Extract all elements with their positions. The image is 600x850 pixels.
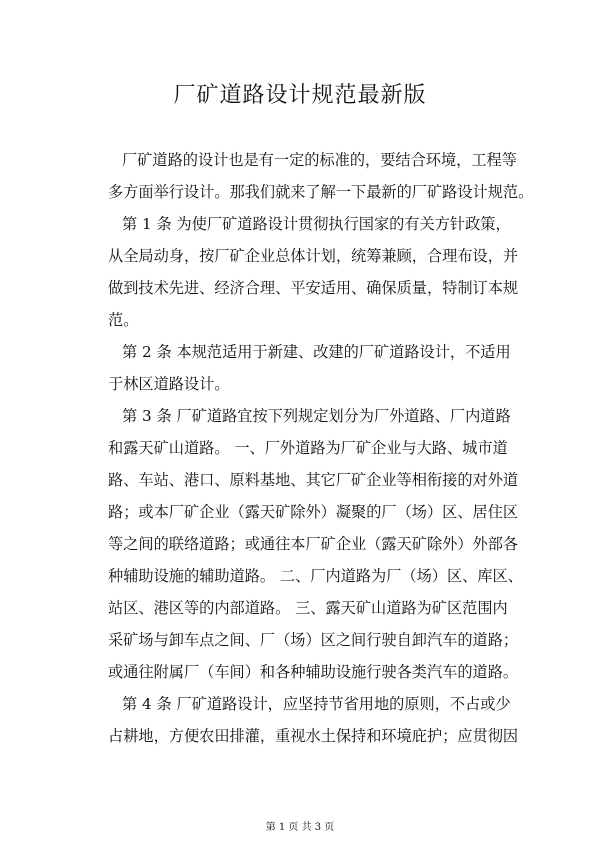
paragraph-line: 种辅助设施的辅助道路。 二、厂内道路为厂（场）区、库区、 <box>108 567 523 585</box>
paragraph-line: 于林区道路设计。 <box>108 375 230 393</box>
paragraph-line: 做到技术先进、经济合理、平安适用、确保质量，特制订本规 <box>108 279 519 297</box>
page-title: 厂矿道路设计规范最新版 <box>173 83 427 108</box>
paragraph-line: 第 4 条 厂矿道路设计，应坚持节省用地的原则，不占或少 <box>122 695 511 713</box>
paragraph-line: 站区、港区等的内部道路。 三、露天矿山道路为矿区范围内 <box>108 599 508 617</box>
page-footer: 第 1 页 共 3 页 <box>265 822 335 833</box>
paragraph-line: 等之间的联络道路；或通往本厂矿企业（露天矿除外）外部各 <box>108 535 519 553</box>
paragraph-line: 第 1 条 为使厂矿道路设计贯彻执行国家的有关方针政策， <box>122 215 511 233</box>
paragraph-line: 多方面举行设计。那我们就来了解一下最新的厂矿路设计规范。 <box>108 183 534 201</box>
paragraph-line: 第 2 条 本规范适用于新建、改建的厂矿道路设计，不适用 <box>122 343 511 361</box>
paragraph-line: 范。 <box>108 311 139 329</box>
paragraph-line: 或通往附属厂（车间）和各种辅助设施行驶各类汽车的道路。 <box>108 663 519 681</box>
paragraph-line: 和露天矿山道路。 一、厂外道路为厂矿企业与大路、城市道 <box>108 439 508 457</box>
paragraph-line: 从全局动身，按厂矿企业总体计划，统筹兼顾，合理布设，并 <box>108 247 519 265</box>
paragraph-line: 采矿场与卸车点之间、厂（场）区之间行驶自卸汽车的道路； <box>108 631 519 649</box>
paragraph-line: 路；或本厂矿企业（露天矿除外）凝聚的厂（场）区、居住区 <box>108 503 519 521</box>
paragraph-line: 路、车站、港口、原料基地、其它厂矿企业等相衔接的对外道 <box>108 471 519 489</box>
paragraph-line: 占耕地，方便农田排灌，重视水土保持和环境庇护；应贯彻因 <box>108 727 519 745</box>
paragraph-line: 第 3 条 厂矿道路宜按下列规定划分为厂外道路、厂内道路 <box>122 407 511 425</box>
paragraph-line: 厂矿道路的设计也是有一定的标准的，要结合环境，工程等 <box>122 151 517 169</box>
